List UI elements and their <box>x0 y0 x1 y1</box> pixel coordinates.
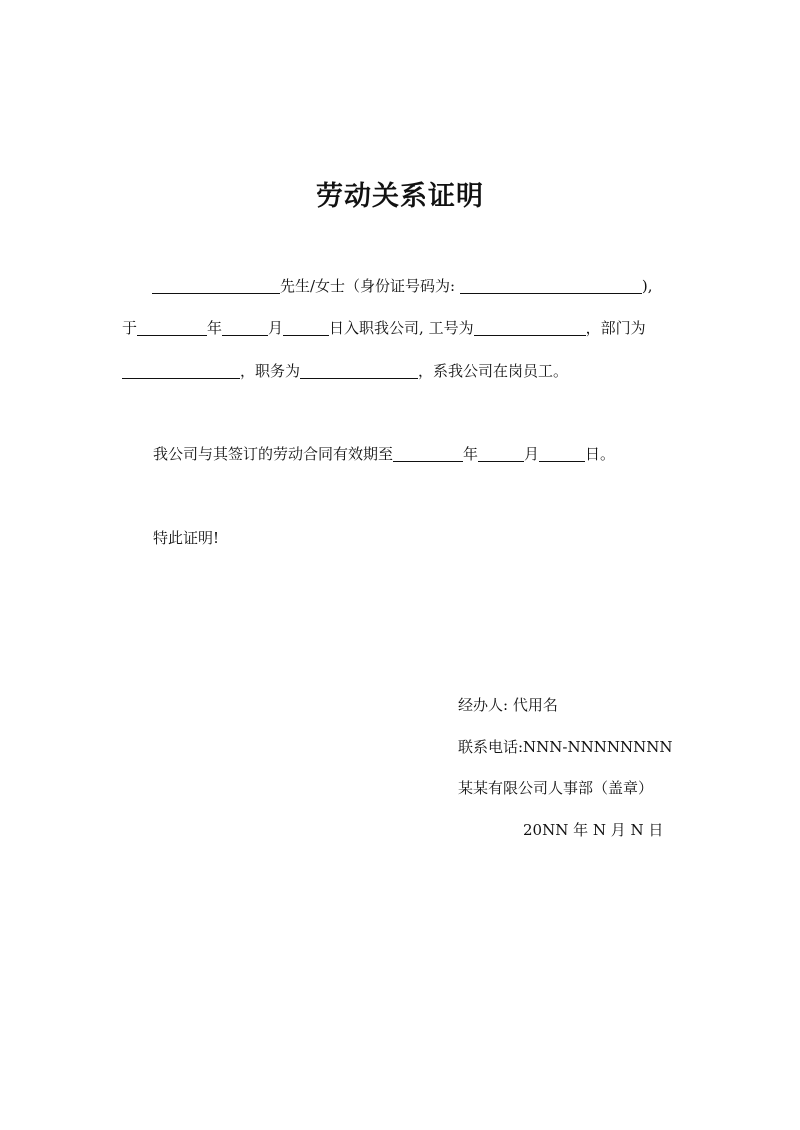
entry-day-blank[interactable] <box>283 319 329 336</box>
id-close-text: ), <box>641 277 653 295</box>
contract-year-text: 年 <box>463 445 479 463</box>
employee-status-text: ，系我公司在岗员工。 <box>418 362 569 380</box>
contract-month-text: 月 <box>524 445 540 463</box>
paragraph1-line3 <box>122 360 568 382</box>
date-line: 20NN 年 N 月 N 日 <box>523 821 664 839</box>
entry-year-blank[interactable] <box>137 319 207 336</box>
position-blank[interactable] <box>300 362 418 379</box>
company-seal-line: 某某有限公司人事部（盖章） <box>458 779 654 797</box>
handler-line: 经办人: 代用名 <box>458 696 558 714</box>
closing-statement: 特此证明! <box>153 529 220 547</box>
id-number-blank[interactable] <box>460 277 642 294</box>
position-label: ，职务为 <box>240 362 301 380</box>
name-blank[interactable] <box>152 277 280 294</box>
department-label: ，部门为 <box>585 319 646 337</box>
phone-line: 联系电话:NNN-NNNNNNNN <box>458 738 673 756</box>
employee-id-blank[interactable] <box>474 319 586 336</box>
paragraph1-line1 <box>152 275 653 297</box>
contract-year-blank[interactable] <box>393 445 463 462</box>
contract-day-text: 日。 <box>585 445 616 463</box>
department-blank[interactable] <box>122 362 240 379</box>
entry-month-blank[interactable] <box>222 319 268 336</box>
contract-month-blank[interactable] <box>478 445 524 462</box>
entry-month-text: 月 <box>268 319 284 337</box>
contract-day-blank[interactable] <box>539 445 585 462</box>
entry-prefix-text: 于 <box>122 319 138 337</box>
contract-text: 我公司与其签订的劳动合同有效期至 <box>153 445 394 463</box>
paragraph1-line2 <box>122 317 646 339</box>
entry-day-text: 日入职我公司, 工号为 <box>329 319 474 337</box>
name-suffix-text: 先生/女士（身份证号码为: <box>280 277 456 295</box>
entry-year-text: 年 <box>207 319 223 337</box>
paragraph2 <box>153 443 615 465</box>
document-title: 劳动关系证明 <box>316 181 484 212</box>
